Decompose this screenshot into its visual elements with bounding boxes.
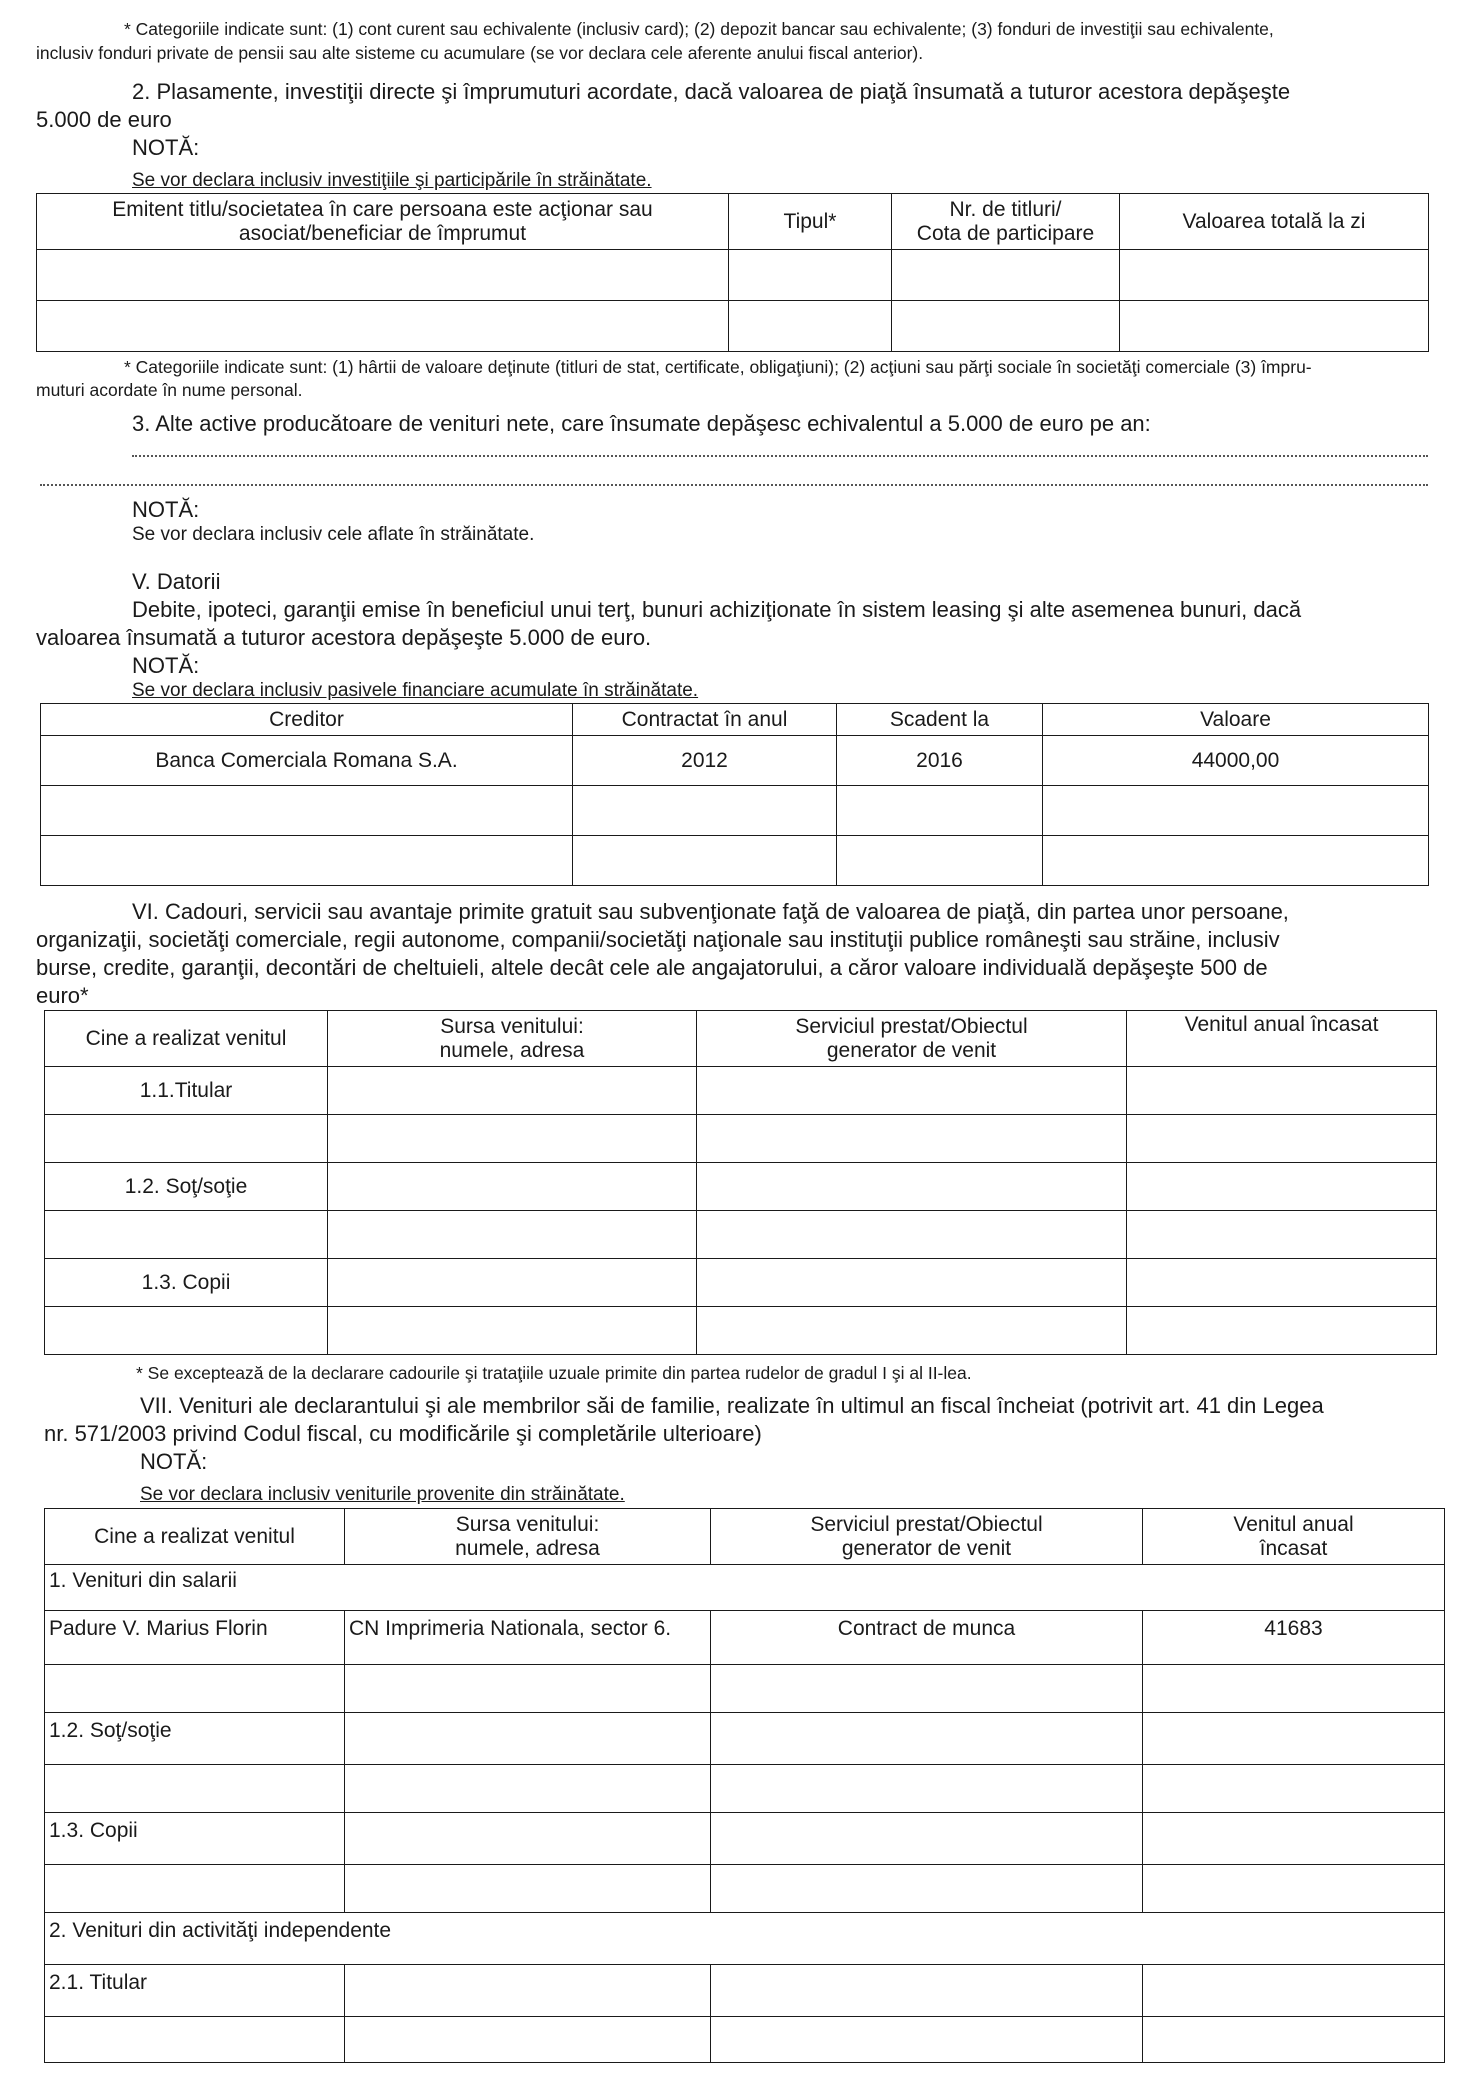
col-header-sursa [328, 1011, 697, 1067]
table-row [45, 1611, 1445, 1665]
section-VI-text-line3: burse, credite, garanţii, decontări de cheltuieli, altele decât cele ale angajatorului, a căror valoare individuală depăşeşte 500 de [36, 955, 1268, 980]
row-label-titular: 2.1. Titular [45, 1965, 345, 2017]
section-2-heading-cont: 5.000 de euro [36, 107, 172, 132]
table-row [45, 1307, 1437, 1355]
venit-line1: Venitul anual [1233, 1512, 1354, 1536]
section-2-nota-label: NOTĂ: [132, 135, 200, 160]
col-header-valoarea: Valoarea totală la zi [1120, 194, 1429, 250]
section-V-text-line1: Debite, ipoteci, garanţii emise în beneficiul unui terţ, bunuri achiziţionate în sistem leasing şi alte asemenea bunuri, dacă [132, 597, 1302, 622]
scadent-cell: 2016 [837, 736, 1043, 786]
table-row [41, 736, 1429, 786]
table-row [45, 1965, 1445, 2017]
investments-table [36, 193, 1429, 352]
section-3-nota-text: Se vor declara inclusiv cele aflate în străinătate. [132, 524, 535, 545]
serviciu-line1: Serviciul prestat/Obiectul [810, 1512, 1043, 1536]
col-header-serviciu [711, 1509, 1143, 1565]
col-header-sursa [345, 1509, 711, 1565]
creditor-cell: Banca Comerciala Romana S.A. [41, 736, 573, 786]
table-row [45, 1115, 1437, 1163]
row-label-copii: 1.3. Copii [45, 1813, 345, 1865]
valoare-cell: 44000,00 [1043, 736, 1429, 786]
serviciu-line2: generator de venit [826, 1038, 997, 1062]
col-header-cine: Cine a realizat venitul [45, 1011, 328, 1067]
table-row [45, 1813, 1445, 1865]
table-row [37, 250, 1429, 301]
section-2-heading: 2. Plasamente, investiţii directe şi împrumuturi acordate, dacă valoarea de piaţă însumată a tuturor acestora depăşeşte [132, 79, 1291, 104]
section-V-text-line2: valoarea însumată a tuturor acestora depăşeşte 5.000 de euro. [36, 625, 652, 650]
section-VII-nota-text: Se vor declara inclusiv veniturile provenite din străinătate. [140, 1484, 625, 1505]
col-header-scadent: Scadent la [837, 704, 1043, 736]
table-row [41, 786, 1429, 836]
income-source-cell: CN Imprimeria Nationala, sector 6. [345, 1611, 711, 1665]
table-row [45, 1565, 1445, 1611]
sursa-line2: numele, adresa [439, 1038, 585, 1062]
section-2-footnote-line2: muturi acordate în nume personal. [36, 380, 303, 400]
section-V-nota-text: Se vor declara inclusiv pasivele financiare acumulate în străinătate. [132, 680, 699, 701]
col-header-creditor: Creditor [41, 704, 573, 736]
section-3-heading: 3. Alte active producătoare de venituri nete, care însumate depăşesc echivalentul a 5.000 de euro pe an: [132, 411, 1151, 436]
col-header-emitent: Emitent titlu/societatea în care persoana este acţionar sau asociat/beneficiar de împrumut [37, 194, 729, 250]
table-row [41, 836, 1429, 886]
table-row [45, 1067, 1437, 1115]
section-VI-text-line4: euro* [36, 983, 89, 1008]
contractat-cell: 2012 [573, 736, 837, 786]
table-row [45, 1259, 1437, 1307]
row-label-copii: 1.3. Copii [45, 1259, 328, 1307]
table-row [45, 1713, 1445, 1765]
col-header-venit [1143, 1509, 1445, 1565]
footnote-categories-line2: inclusiv fonduri private de pensii sau alte sisteme cu acumulare (se vor declara cele aferente anului fiscal anterior). [36, 43, 924, 63]
income-person-cell: Padure V. Marius Florin [45, 1611, 345, 1665]
dotted-line [40, 484, 1428, 486]
sursa-line1: Sursa venitului: [455, 1512, 600, 1536]
section-3-nota-label: NOTĂ: [132, 497, 200, 522]
sursa-line2: numele, adresa [455, 1536, 600, 1560]
serviciu-line1: Serviciul prestat/Obiectul [795, 1014, 1028, 1038]
dotted-line [132, 455, 1428, 457]
section-V-nota-label: NOTĂ: [132, 653, 200, 678]
debts-table [40, 703, 1429, 886]
section-VI-footnote: * Se exceptează de la declarare cadourile şi trataţiile uzuale primite din partea rudelor de gradul I şi al II-lea. [136, 1363, 972, 1383]
venit-line2: încasat [1259, 1536, 1328, 1560]
table-row [45, 1913, 1445, 1965]
table-row [45, 1211, 1437, 1259]
section-VII-text-line1: VII. Venituri ale declarantului şi ale membrilor săi de familie, realizate în ultimul an fiscal încheiat (potrivit art. 41 din Legea [140, 1393, 1324, 1418]
col-header-cine: Cine a realizat venitul [45, 1509, 345, 1565]
section-VI-text-line1: VI. Cadouri, servicii sau avantaje primite gratuit sau subvenţionate faţă de valoarea de piaţă, din partea unor persoane, [132, 899, 1289, 924]
section-V-title: V. Datorii [132, 569, 221, 594]
category-activitati-independente: 2. Venituri din activităţi independente [45, 1913, 1445, 1965]
col-header-nr-titluri [892, 194, 1120, 250]
category-salarii: 1. Venituri din salarii [45, 1565, 1445, 1611]
section-2-nota-text: Se vor declara inclusiv investiţiile şi participările în străinătate. [132, 170, 652, 191]
col-header-contractat: Contractat în anul [573, 704, 837, 736]
col-header-valoare: Valoare [1043, 704, 1429, 736]
row-label-sot: 1.2. Soţ/soţie [45, 1163, 328, 1211]
section-VII-nota-label: NOTĂ: [140, 1449, 208, 1474]
row-label-sot: 1.2. Soţ/soţie [45, 1713, 345, 1765]
table-row [45, 1665, 1445, 1713]
section-2-footnote-line1: * Categoriile indicate sunt: (1) hârtii de valoare deţinute (titluri de stat, certificate, obligaţiuni); (2) acţiuni sau părţi sociale în societăţi comerciale (3) împru- [124, 357, 1312, 377]
income-table [44, 1508, 1445, 2063]
nr-titluri-line1: Nr. de titluri/ [949, 197, 1062, 221]
income-service-cell: Contract de munca [711, 1611, 1143, 1665]
income-amount-cell: 41683 [1143, 1611, 1445, 1665]
nr-titluri-line2: Cota de participare [916, 221, 1095, 245]
sursa-line1: Sursa venitului: [440, 1014, 584, 1038]
table-row [37, 301, 1429, 352]
section-VI-text-line2: organizaţii, societăţi comerciale, regii autonome, companii/societăţi naţionale sau instituţii publice româneşti sau străine, inclusiv [36, 927, 1280, 952]
section-VII-text-line2: nr. 571/2003 privind Codul fiscal, cu modificările şi completările ulterioare) [44, 1421, 762, 1446]
gifts-table [44, 1010, 1437, 1355]
col-header-venit: Venitul anual încasat [1127, 1011, 1437, 1067]
col-header-serviciu [697, 1011, 1127, 1067]
row-label-titular: 1.1.Titular [45, 1067, 328, 1115]
table-row [45, 1865, 1445, 1913]
table-row [45, 1765, 1445, 1813]
table-row [45, 2017, 1445, 2063]
col-header-tipul: Tipul* [729, 194, 892, 250]
serviciu-line2: generator de venit [841, 1536, 1012, 1560]
footnote-categories-line1: * Categoriile indicate sunt: (1) cont curent sau echivalente (inclusiv card); (2) depozit bancar sau echivalente; (3) fonduri de investiţii sau echivalente, [124, 19, 1274, 39]
table-row [45, 1163, 1437, 1211]
